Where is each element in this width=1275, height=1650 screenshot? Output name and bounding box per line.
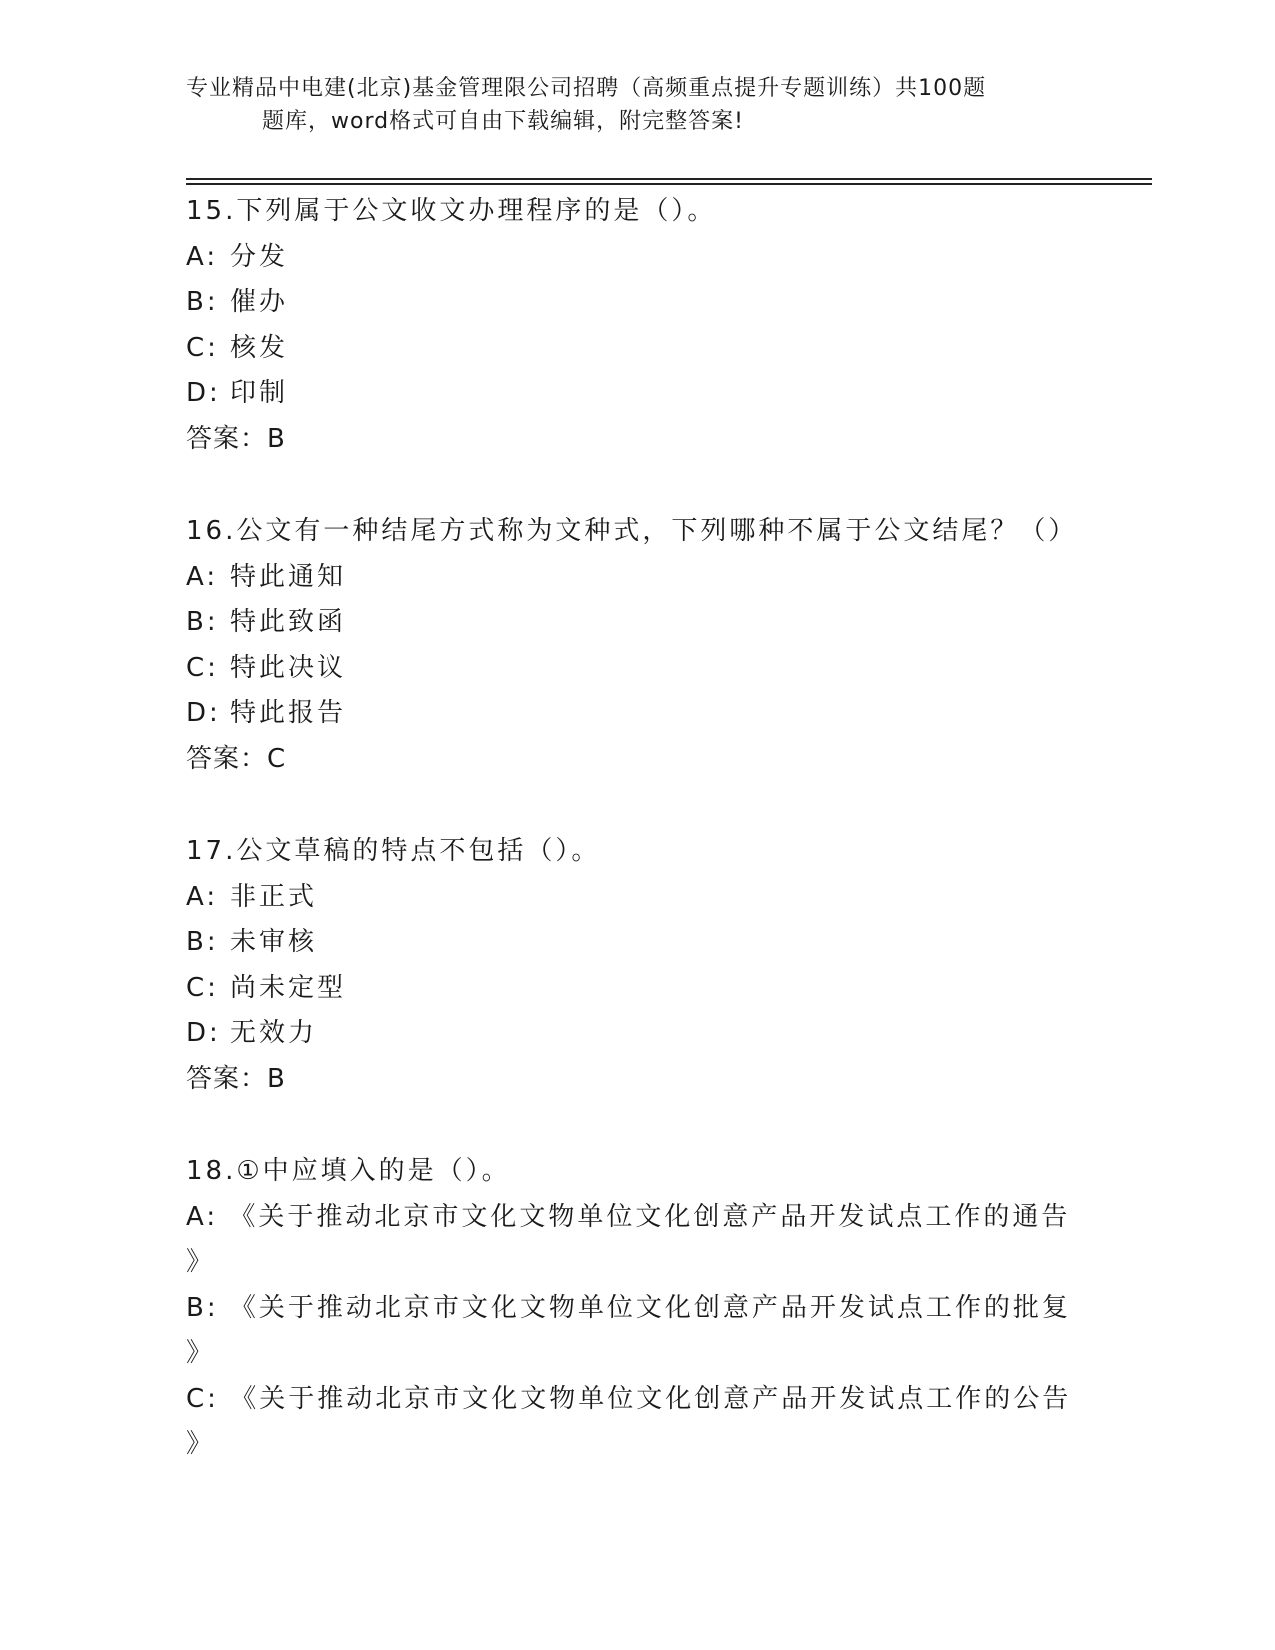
question-stem: 18.①中应填入的是（）。 (186, 1156, 511, 1186)
option-text: 特此报告 (230, 698, 347, 728)
option-key: B: (186, 1292, 219, 1323)
option-text: 特此致函 (230, 607, 347, 637)
option-b (186, 280, 1086, 326)
header-divider-bottom (186, 183, 1152, 185)
option-text: 未审核 (230, 927, 318, 957)
question-15 (186, 189, 1086, 462)
option-c-continuation: 》 (186, 1429, 216, 1459)
option-a-continuation: 》 (186, 1247, 216, 1277)
option-b (186, 600, 1086, 646)
option-text: 非正式 (230, 881, 318, 912)
question-stem: 15.下列属于公文收文办理程序的是（）。 (186, 196, 717, 226)
option-text: 催办 (230, 287, 289, 317)
option-key: D: (186, 1018, 221, 1048)
header-divider-top (186, 178, 1152, 180)
option-text: 印制 (230, 378, 289, 408)
option-d (186, 1011, 1086, 1057)
option-c (186, 646, 1086, 692)
option-a (186, 555, 1086, 601)
option-text: 尚未定型 (230, 972, 347, 1003)
option-key: C: (186, 332, 219, 363)
header-title-line-2: 题库，word格式可自由下载编辑，附完整答案! (262, 109, 744, 134)
option-text: 特此决议 (230, 652, 347, 683)
option-key: B: (186, 607, 219, 637)
document-header (186, 72, 1086, 138)
option-key: A: (186, 561, 219, 592)
option-text: 特此通知 (230, 561, 347, 592)
question-list (186, 189, 1086, 1468)
option-text: 无效力 (230, 1018, 318, 1048)
option-key: A: (186, 1201, 219, 1232)
question-stem: 16.公文有一种结尾方式称为文种式，下列哪种不属于公文结尾？（） (186, 516, 1078, 546)
answer-line: 答案：B (186, 423, 286, 454)
option-b (186, 920, 1086, 966)
option-d (186, 371, 1086, 417)
option-text: 《关于推动北京市文化文物单位文化创意产品开发试点工作的通告 (229, 1201, 1071, 1232)
question-18 (186, 1149, 1086, 1468)
answer-line: 答案：B (186, 1063, 286, 1094)
option-key: B: (186, 927, 219, 957)
option-text: 《关于推动北京市文化文物单位文化创意产品开发试点工作的批复 (229, 1292, 1071, 1323)
option-text: 《关于推动北京市文化文物单位文化创意产品开发试点工作的公告 (230, 1383, 1072, 1414)
option-text: 核发 (230, 332, 289, 363)
option-key: B: (186, 287, 219, 317)
header-title-line-1: 专业精品中电建(北京)基金管理限公司招聘（高频重点提升专题训练）共100题 (186, 76, 987, 101)
option-c (186, 966, 1086, 1012)
option-d (186, 691, 1086, 737)
question-17 (186, 829, 1086, 1102)
option-a (186, 1195, 1086, 1241)
option-key: C: (186, 972, 219, 1003)
option-key: D: (186, 378, 221, 408)
option-key: A: (186, 881, 219, 912)
option-b (186, 1286, 1086, 1332)
option-a (186, 875, 1086, 921)
option-c (186, 1377, 1086, 1423)
option-key: C: (186, 1383, 219, 1414)
question-16 (186, 509, 1086, 782)
option-key: A: (186, 241, 219, 272)
option-key: D: (186, 698, 221, 728)
option-key: C: (186, 652, 219, 683)
answer-line: 答案：C (186, 743, 287, 774)
option-c (186, 326, 1086, 372)
option-b-continuation: 》 (186, 1338, 216, 1368)
option-a (186, 235, 1086, 281)
question-stem: 17.公文草稿的特点不包括（）。 (186, 836, 601, 866)
option-text: 分发 (230, 241, 289, 272)
